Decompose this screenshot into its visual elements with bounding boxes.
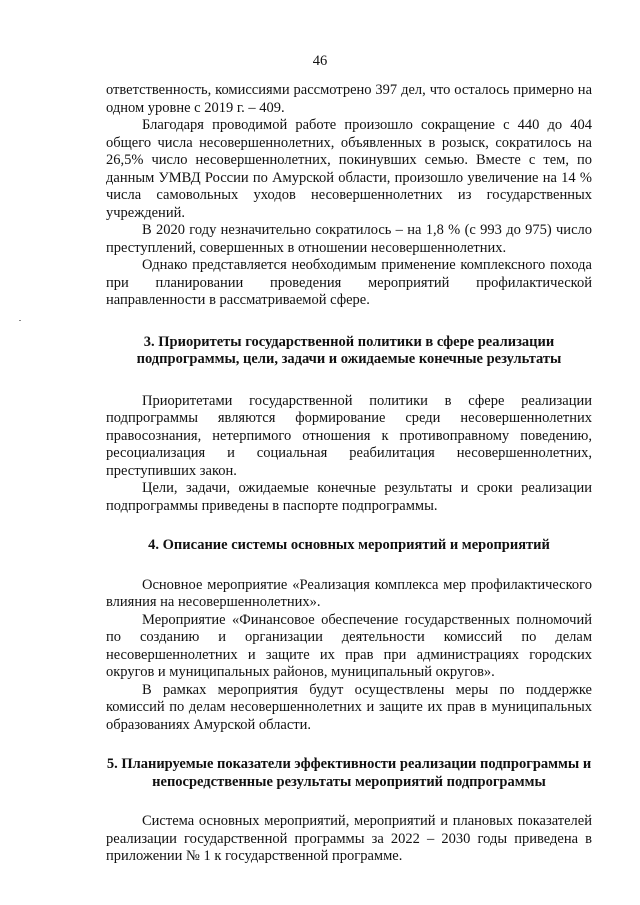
- paragraph: В 2020 году незначительно сократилось – на 1,8 % (с 993 до 975) число преступлений, совершенных в отношении несовершеннолетних.: [106, 222, 592, 256]
- page-number: 46: [312, 53, 328, 69]
- section-heading: 3. Приоритеты государственной политики в сфере реализации подпрограммы, цели, задачи и ожидаемые конечные результаты: [136, 333, 562, 367]
- margin-mark: [19, 320, 21, 321]
- paragraph: ответственность, комиссиями рассмотрено 397 дел, что осталось примерно на одном уровне с 2019 г. – 409.: [106, 82, 592, 116]
- paragraph: Приоритетами государственной политики в сфере реализации подпрограммы являются формирование среди несовершеннолетних правосознания, нетерпимого отношения к противоправному поведению, ресоциализация и социальная реабилитация несовершеннолетних, преступивших закон.: [106, 392, 592, 479]
- paragraph: Однако представляется необходимым применение комплексного похода при планировании проведения мероприятий профилактической направленности в рассматриваемой сфере.: [106, 257, 592, 308]
- paragraph: Благодаря проводимой работе произошло сокращение с 440 до 404 общего числа несовершеннолетних, объявленных в розыск, сократилось на 26,5% число несовершеннолетних, покинувших семью. Вместе с тем, по данным УМВД России по Амурской области, произошло увеличение на 14 % числа самовольных уходов несовершеннолетних из государственных учреждений.: [106, 117, 592, 221]
- paragraph: Цели, задачи, ожидаемые конечные результаты и сроки реализации подпрограммы приведены в паспорте подпрограммы.: [106, 480, 592, 514]
- section-heading: 4. Описание системы основных мероприятий и мероприятий: [148, 537, 550, 553]
- section-heading: 5. Планируемые показатели эффективности реализации подпрограммы и непосредственные результаты мероприятий подпрограммы: [106, 756, 592, 790]
- paragraph: Основное мероприятие «Реализация комплекса мер профилактического влияния на несовершеннолетних».: [106, 576, 592, 610]
- document-body: [106, 82, 592, 866]
- paragraph: Мероприятие «Финансовое обеспечение государственных полномочий по созданию и организации деятельности комиссий по делам несовершеннолетних и защите их прав при администрациях городских округов и муниципальных районов, муниципальный округов».: [106, 611, 592, 680]
- paragraph: Система основных мероприятий, мероприятий и плановых показателей реализации государственной программы за 2022 – 2030 годы приведена в приложении № 1 к государственной программе.: [106, 813, 592, 864]
- paragraph: В рамках мероприятия будут осуществлены меры по поддержке комиссий по делам несовершеннолетних и защите их прав в муниципальных образованиях Амурской области.: [106, 681, 592, 733]
